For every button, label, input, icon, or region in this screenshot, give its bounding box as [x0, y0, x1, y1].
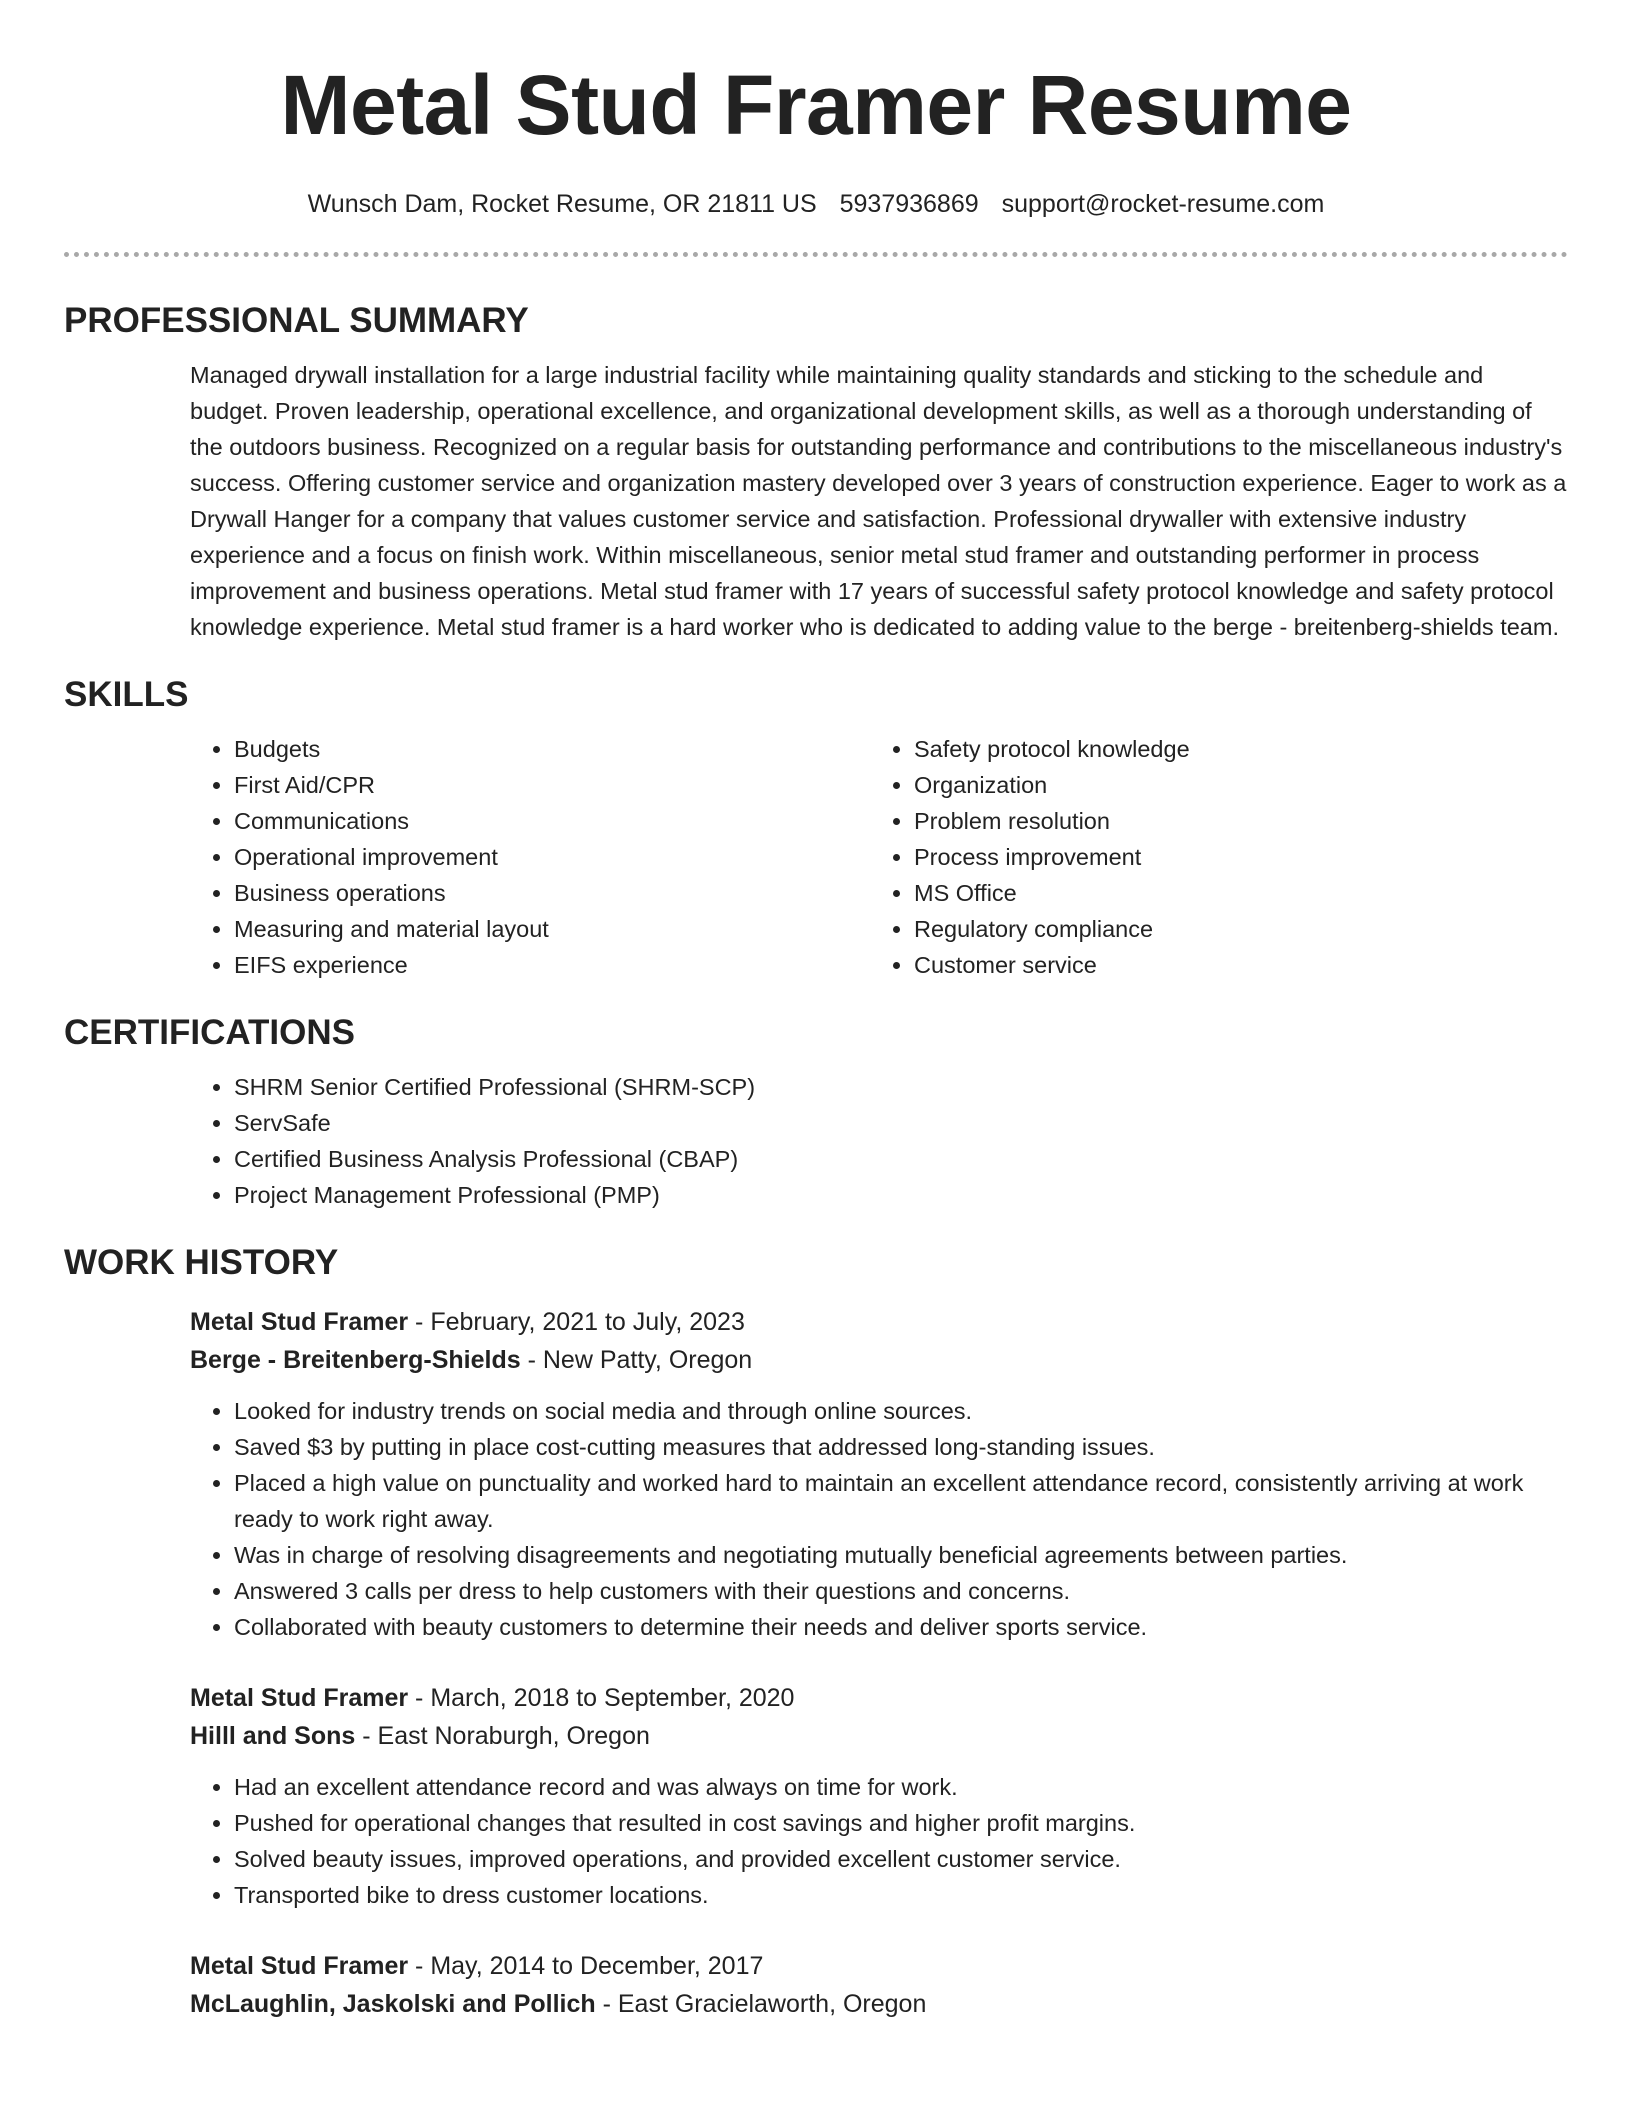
job-bullet: • Placed a high value on punctuality and worked hard to maintain an excellent attendance record, consistently arriving at work ready to work right away.: [234, 1465, 1568, 1537]
skill-item: • Operational improvement: [234, 839, 870, 875]
summary-heading: PROFESSIONAL SUMMARY: [64, 301, 529, 340]
skill-item: • Business operations: [234, 875, 870, 911]
work-history-heading: WORK HISTORY: [64, 1243, 339, 1282]
job-title: Metal Stud Framer: [190, 1684, 409, 1712]
job-entry: [190, 1947, 1568, 2023]
skills-section: [64, 673, 1568, 983]
contact-address: Wunsch Dam, Rocket Resume, OR 21811 US: [307, 190, 817, 218]
job-location: - East Noraburgh, Oregon: [355, 1722, 650, 1750]
job-title-line: [190, 1679, 1568, 1717]
job-company-line: [190, 1717, 1568, 1755]
skill-item: • First Aid/CPR: [234, 767, 870, 803]
certification-item: • Project Management Professional (PMP): [234, 1177, 1568, 1213]
job-entry: [190, 1679, 1568, 1913]
header-divider: [64, 252, 1568, 257]
summary-text: Managed drywall installation for a large industrial facility while maintaining quality standards and sticking to the schedule and budget. Proven leadership, operational excellence, and organizational development skills, as well as a thorough understanding of the outdoors business. Recognized on a regular basis for outstanding performance and contributions to the miscellaneous industry's success. Offering customer service and organization mastery developed over 3 years of construction experience. Eager to work as a Drywall Hanger for a company that values customer service and satisfaction. Professional drywaller with extensive industry experience and a focus on finish work. Within miscellaneous, senior metal stud framer and outstanding performer in process improvement and business operations. Metal stud framer with 17 years of successful safety protocol knowledge and safety protocol knowledge experience. Metal stud framer is a hard worker who is dedicated to adding value to the berge - breitenberg-shields team.: [190, 362, 1567, 640]
job-bullet: • Was in charge of resolving disagreements and negotiating mutually beneficial agreements between parties.: [234, 1537, 1568, 1573]
contact-email: support@rocket-resume.com: [1001, 190, 1325, 218]
job-title: Metal Stud Framer: [190, 1952, 409, 1980]
skill-item: • Budgets: [234, 731, 870, 767]
job-entry: [190, 1303, 1568, 1645]
job-dates: - May, 2014 to December, 2017: [408, 1952, 764, 1980]
skill-item: • Process improvement: [914, 839, 1550, 875]
job-bullet: • Saved $3 by putting in place cost-cutting measures that addressed long-standing issues.: [234, 1429, 1568, 1465]
skills-column-right: [870, 731, 1550, 983]
skill-item: • MS Office: [914, 875, 1550, 911]
job-title-line: [190, 1947, 1568, 1985]
job-title-line: [190, 1303, 1568, 1341]
resume-page: [64, 0, 1568, 2057]
job-location: - New Patty, Oregon: [520, 1346, 753, 1374]
job-bullet: • Pushed for operational changes that resulted in cost savings and higher profit margins.: [234, 1805, 1568, 1841]
skill-item: • Communications: [234, 803, 870, 839]
skills-column-left: [190, 731, 870, 983]
job-bullet: • Looked for industry trends on social media and through online sources.: [234, 1393, 1568, 1429]
job-company: Berge - Breitenberg-Shields: [190, 1346, 521, 1374]
job-dates: - February, 2021 to July, 2023: [408, 1308, 745, 1336]
job-bullet: • Answered 3 calls per dress to help customers with their questions and concerns.: [234, 1573, 1568, 1609]
job-location: - East Gracielaworth, Oregon: [595, 1990, 927, 2018]
certifications-section: [64, 1011, 1568, 1213]
job-bullet: • Solved beauty issues, improved operations, and provided excellent customer service.: [234, 1841, 1568, 1877]
resume-title: Metal Stud Framer Resume: [280, 58, 1352, 152]
work-history-section: [64, 1241, 1568, 2023]
job-company-line: [190, 1985, 1568, 2023]
certification-item: • SHRM Senior Certified Professional (SHRM-SCP): [234, 1069, 1568, 1105]
certifications-heading: CERTIFICATIONS: [64, 1013, 356, 1052]
skills-heading: SKILLS: [64, 675, 189, 714]
certification-item: • Certified Business Analysis Professional (CBAP): [234, 1141, 1568, 1177]
skill-item: • Customer service: [914, 947, 1550, 983]
skill-item: • EIFS experience: [234, 947, 870, 983]
job-company: McLaughlin, Jaskolski and Pollich: [190, 1990, 596, 2018]
job-dates: - March, 2018 to September, 2020: [408, 1684, 795, 1712]
job-bullet: • Transported bike to dress customer locations.: [234, 1877, 1568, 1913]
contact-line: [64, 188, 1568, 220]
job-bullet: • Had an excellent attendance record and was always on time for work.: [234, 1769, 1568, 1805]
job-company-line: [190, 1341, 1568, 1379]
certification-item: • ServSafe: [234, 1105, 1568, 1141]
skill-item: • Problem resolution: [914, 803, 1550, 839]
skill-item: • Organization: [914, 767, 1550, 803]
summary-section: [64, 299, 1568, 645]
contact-phone: 5937936869: [839, 190, 979, 218]
job-company: Hilll and Sons: [190, 1722, 356, 1750]
skill-item: • Safety protocol knowledge: [914, 731, 1550, 767]
job-bullet: • Collaborated with beauty customers to determine their needs and deliver sports service.: [234, 1609, 1568, 1645]
job-title: Metal Stud Framer: [190, 1308, 409, 1336]
skill-item: • Regulatory compliance: [914, 911, 1550, 947]
skill-item: • Measuring and material layout: [234, 911, 870, 947]
